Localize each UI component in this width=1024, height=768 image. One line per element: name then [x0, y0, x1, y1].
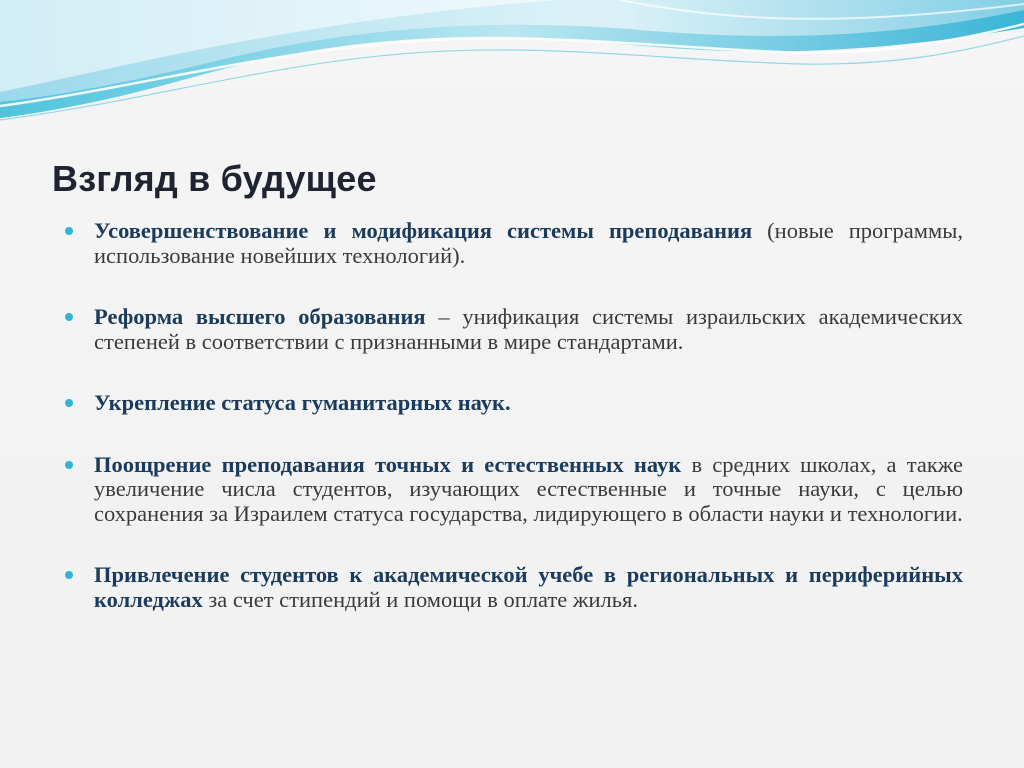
- bullet-dot-icon: [65, 399, 73, 407]
- bullet-item: [64, 391, 963, 416]
- bullet-bold-text: Привлечение студентов к академической учебе в региональных и периферийных колледжах: [94, 562, 963, 612]
- bullet-bold-text: Усовершенствование и модификация системы преподавания: [94, 218, 753, 243]
- bullet-dot-icon: [65, 461, 73, 469]
- bullet-dot-icon: [65, 313, 73, 321]
- bullet-bold-text: Укрепление статуса гуманитарных наук.: [94, 390, 511, 415]
- slide-title: Взгляд в будущее: [52, 158, 377, 199]
- bullet-list: [64, 219, 963, 612]
- bullet-dot-icon: [65, 227, 73, 235]
- bullet-dot-icon: [65, 571, 73, 579]
- bullet-bold-text: Реформа высшего образования: [94, 304, 426, 329]
- bullet-item: [64, 453, 963, 527]
- bullet-text: за счет стипендий и помощи в оплате жилья.: [202, 586, 638, 612]
- bullet-text: – унификация системы израильских академических степеней в соответствии с признанными в мире стандартами.: [94, 304, 963, 354]
- bullet-item: [64, 563, 963, 612]
- bullet-bold-text: Поощрение преподавания точных и естественных наук: [94, 451, 682, 477]
- bullet-text: (новые программы, использование новейших технологий).: [94, 218, 963, 268]
- decorative-wave-header: [0, 0, 1024, 140]
- bullet-text: в средних школах, а также увеличение числа студентов, изучающих естественные и точные науки, с целью сохранения за Израилем статуса государства, лидирующего в области науки и технологии.: [94, 451, 963, 526]
- bullet-item: [64, 219, 963, 268]
- bullet-item: [64, 305, 963, 354]
